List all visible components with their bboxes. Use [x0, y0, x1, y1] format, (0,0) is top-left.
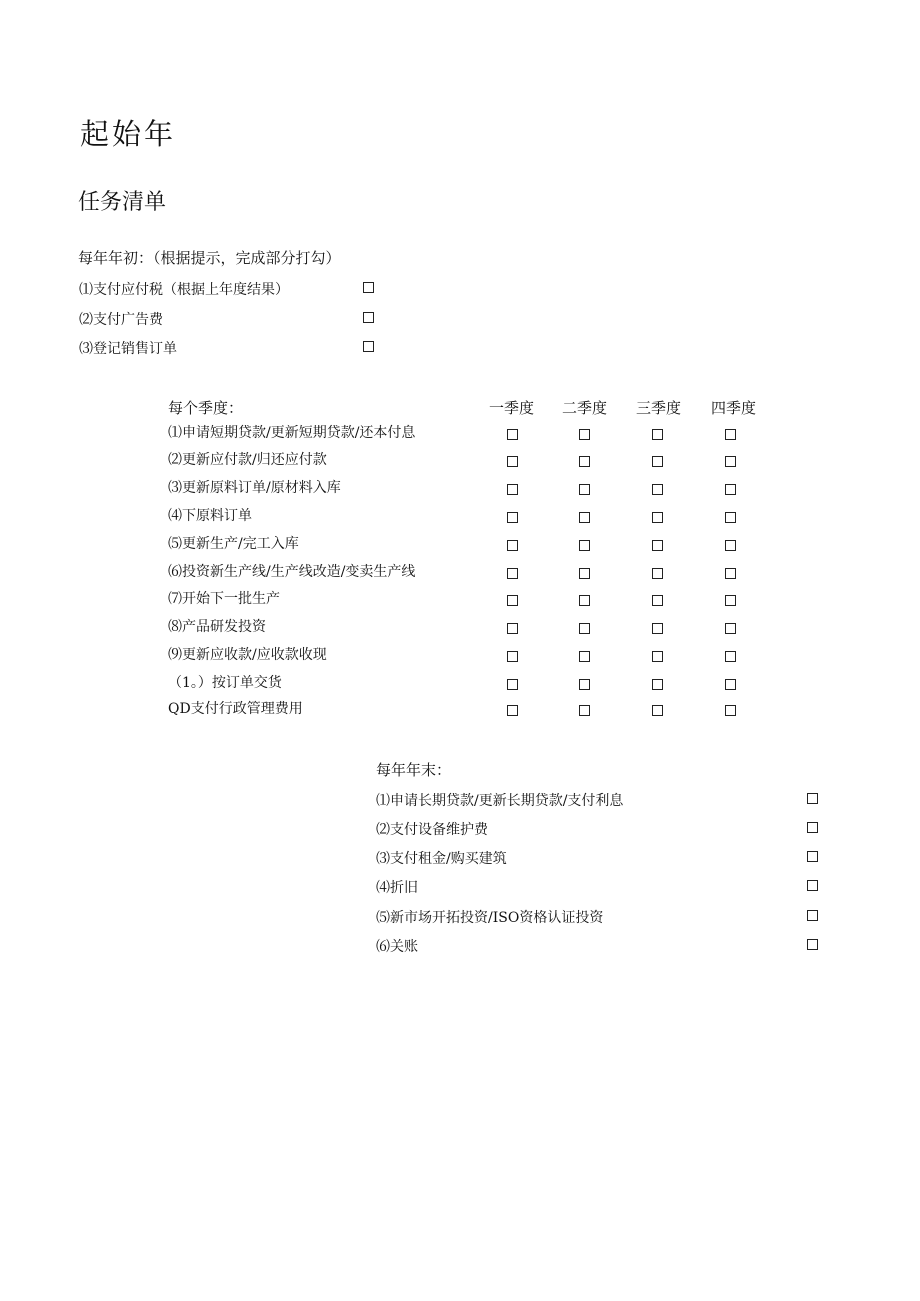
quarterly-task-label: ⑺开始下一批生产 [168, 591, 280, 607]
quarter-header: 二季度 [562, 399, 608, 417]
quarter-4-checkbox[interactable] [725, 512, 736, 523]
quarter-1-checkbox[interactable] [507, 651, 518, 662]
quarter-1-checkbox[interactable] [507, 540, 518, 551]
quarter-4-checkbox[interactable] [725, 568, 736, 579]
end-item-label: ⑸新市场开拓投资/ISO资格认证投资 [376, 910, 604, 926]
end-item-checkbox[interactable] [807, 793, 818, 804]
quarterly-task-label: ⑼更新应收款/应收款收现 [168, 647, 327, 663]
quarterly-task-label: ⑷下原料订单 [168, 508, 252, 524]
quarter-2-checkbox[interactable] [579, 623, 590, 634]
quarter-4-checkbox[interactable] [725, 623, 736, 634]
quarter-2-checkbox[interactable] [579, 651, 590, 662]
quarterly-heading: 每个季度： [168, 399, 244, 417]
quarterly-task-label: ⑻产品研发投资 [168, 619, 266, 635]
quarter-4-checkbox[interactable] [725, 679, 736, 690]
quarter-2-checkbox[interactable] [579, 456, 590, 467]
quarter-2-checkbox[interactable] [579, 512, 590, 523]
quarter-4-checkbox[interactable] [725, 429, 736, 440]
task-list-heading: 任务清单 [78, 190, 167, 215]
quarterly-task-label: ⑵更新应付款/归还应付款 [168, 452, 327, 468]
end-item-label: ⑵支付设备维护费 [376, 822, 488, 838]
end-of-year-heading: 每年年末： [376, 761, 452, 779]
quarterly-task-label: QD支付行政管理费用 [168, 701, 303, 717]
quarter-2-checkbox[interactable] [579, 429, 590, 440]
quarter-header: 一季度 [489, 399, 535, 417]
end-item-label: ⑶支付租金/购买建筑 [376, 851, 507, 867]
end-item-checkbox[interactable] [807, 851, 818, 862]
quarter-3-checkbox[interactable] [652, 595, 663, 606]
quarter-4-checkbox[interactable] [725, 705, 736, 716]
quarter-1-checkbox[interactable] [507, 456, 518, 467]
end-item-label: ⑹关账 [376, 939, 418, 955]
quarter-3-checkbox[interactable] [652, 540, 663, 551]
quarter-4-checkbox[interactable] [725, 484, 736, 495]
quarter-1-checkbox[interactable] [507, 705, 518, 716]
quarter-3-checkbox[interactable] [652, 679, 663, 690]
quarter-1-checkbox[interactable] [507, 679, 518, 690]
quarter-4-checkbox[interactable] [725, 456, 736, 467]
quarter-1-checkbox[interactable] [507, 484, 518, 495]
start-item-label: ⑴支付应付税（根据上年度结果） [79, 282, 289, 298]
end-item-checkbox[interactable] [807, 910, 818, 921]
quarter-3-checkbox[interactable] [652, 705, 663, 716]
quarter-2-checkbox[interactable] [579, 484, 590, 495]
quarter-1-checkbox[interactable] [507, 568, 518, 579]
quarter-header: 四季度 [711, 399, 757, 417]
end-item-checkbox[interactable] [807, 939, 818, 950]
start-item-checkbox[interactable] [363, 312, 374, 323]
quarter-2-checkbox[interactable] [579, 679, 590, 690]
quarter-3-checkbox[interactable] [652, 429, 663, 440]
quarter-3-checkbox[interactable] [652, 568, 663, 579]
quarter-1-checkbox[interactable] [507, 512, 518, 523]
quarter-1-checkbox[interactable] [507, 429, 518, 440]
quarter-2-checkbox[interactable] [579, 540, 590, 551]
quarterly-task-label: ⑶更新原料订单/原材料入库 [168, 480, 341, 496]
quarter-header: 三季度 [636, 399, 682, 417]
quarter-3-checkbox[interactable] [652, 512, 663, 523]
start-item-label: ⑵支付广告费 [79, 312, 163, 328]
quarter-4-checkbox[interactable] [725, 540, 736, 551]
quarter-2-checkbox[interactable] [579, 595, 590, 606]
page-title: 起始年 [80, 117, 177, 151]
quarter-1-checkbox[interactable] [507, 623, 518, 634]
end-item-checkbox[interactable] [807, 822, 818, 833]
start-item-checkbox[interactable] [363, 341, 374, 352]
quarter-2-checkbox[interactable] [579, 705, 590, 716]
start-item-checkbox[interactable] [363, 282, 374, 293]
end-item-label: ⑴申请长期贷款/更新长期贷款/支付利息 [376, 793, 624, 809]
quarter-4-checkbox[interactable] [725, 651, 736, 662]
start-item-label: ⑶登记销售订单 [79, 341, 177, 357]
quarter-3-checkbox[interactable] [652, 484, 663, 495]
quarter-1-checkbox[interactable] [507, 595, 518, 606]
quarterly-task-label: ⑸更新生产/完工入库 [168, 536, 299, 552]
quarter-3-checkbox[interactable] [652, 456, 663, 467]
end-item-checkbox[interactable] [807, 880, 818, 891]
quarter-2-checkbox[interactable] [579, 568, 590, 579]
quarterly-task-label: ⑹投资新生产线/生产线改造/变卖生产线 [168, 564, 416, 580]
quarter-3-checkbox[interactable] [652, 651, 663, 662]
quarterly-task-label: （1。）按订单交货 [168, 675, 282, 691]
quarterly-task-label: ⑴申请短期贷款/更新短期贷款/还本付息 [168, 425, 416, 441]
start-of-year-heading: 每年年初：（根据提示，完成部分打勾） [78, 249, 341, 267]
quarter-3-checkbox[interactable] [652, 623, 663, 634]
end-item-label: ⑷折旧 [376, 880, 418, 896]
quarter-4-checkbox[interactable] [725, 595, 736, 606]
